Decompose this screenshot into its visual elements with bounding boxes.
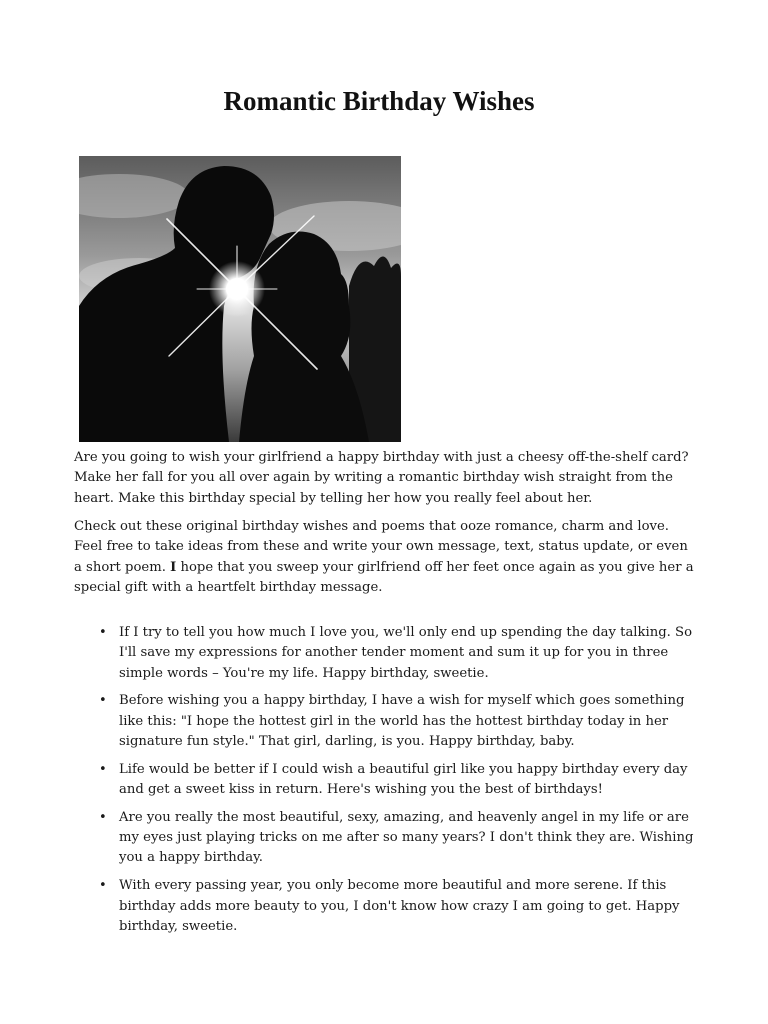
bullet-icon: • [99,878,107,894]
couple-silhouette-photo [79,156,401,442]
wish-text: Life would be better if I could wish a beautiful girl like you happy birthday every day and get a sweet kiss in return. Here's wishing you the best of birthdays! [119,761,688,798]
bullet-icon: • [99,761,107,777]
list-item [74,623,700,684]
second-paragraph-text: hope that you sweep your girlfriend off her feet once again as you give her a special gift with a heartfelt birthday message. [74,559,694,595]
wish-text: Are you really the most beautiful, sexy, amazing, and heavenly angel in my life or are my eyes just playing tricks on me after so many years? I don't think they are. Wishing you a happy birthday. [119,809,694,866]
wish-text: With every passing year, you only become more beautiful and more serene. If this birthday adds more beauty to you, I don't know how crazy I am going to get. Happy birthday, sweetie. [119,878,680,934]
wishes-list [74,623,700,945]
list-item [74,760,700,801]
second-paragraph-bold: I [170,559,177,575]
bullet-icon: • [99,625,107,640]
list-item [74,808,700,869]
bullet-icon: • [99,693,107,709]
wish-text: Before wishing you a happy birthday, I have a wish for myself which goes something like this: "I hope the hottest girl in the world has the hottest birthday today in her signature fun style." That girl, darling, is you. Happy birthday, baby. [119,693,685,749]
wish-text: If I try to tell you how much I love you, we'll only end up spending the day talking. So I'll save my expressions for another tender moment and sum it up for you in three simple words – You're my life. Happy birthday, sweetie. [119,625,693,681]
list-item [74,691,700,752]
intro-paragraph: Are you going to wish your girlfriend a happy birthday with just a cheesy off-the-shelf card? Make her fall for you all over again by writing a romantic birthday wish straight from the heart. Make this birthday special by telling her how you really feel about her. [74,450,689,506]
document-title: Romantic Birthday Wishes [223,86,535,116]
list-item [74,876,700,937]
second-paragraph [74,517,698,598]
second-paragraph-text: Check out these original birthday wishes and poems that ooze romance, charm and love. Feel free to take ideas from these and write your own message, text, status update, or even a short poem. [74,519,688,575]
bullet-icon: • [99,809,107,825]
